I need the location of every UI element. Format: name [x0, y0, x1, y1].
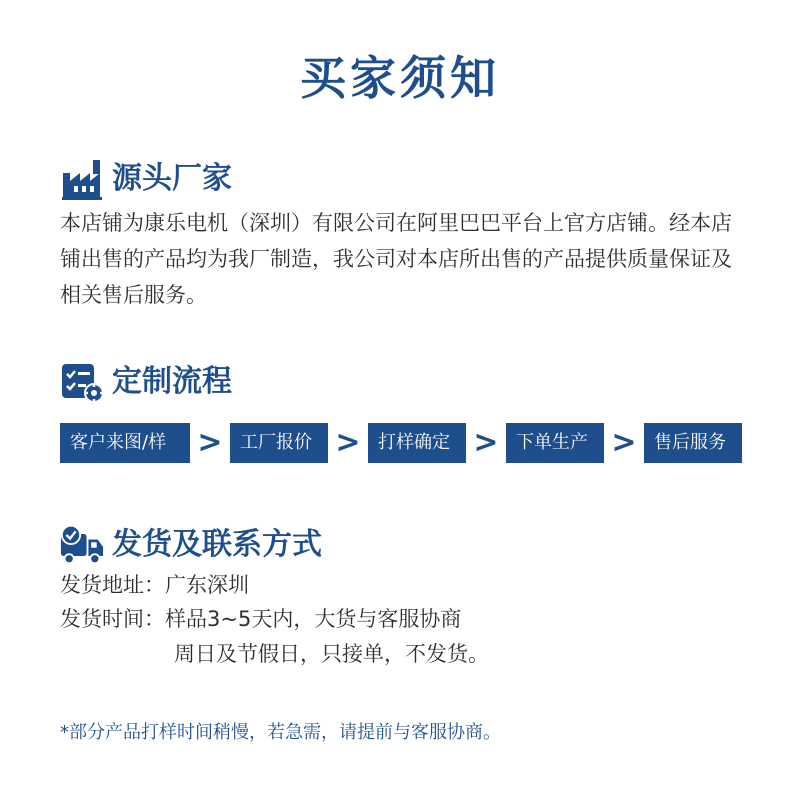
section-shipping-title: 发货及联系方式: [112, 527, 322, 562]
shipping-address-value: 广东深圳: [165, 573, 249, 597]
flow-arrow-1: >: [197, 425, 223, 460]
section-source-factory-header: [60, 157, 232, 201]
page-title: 买家须知: [300, 51, 500, 105]
flow-step-3: 打样确定: [368, 423, 466, 463]
checklist-gear-icon: [60, 360, 104, 404]
flow-arrow-3: >: [473, 425, 499, 460]
shipping-address-row: [60, 567, 249, 603]
shipping-time-label: 发货时间：: [60, 607, 165, 631]
delivery-truck-icon: [60, 523, 104, 567]
section-custom-flow-title: 定制流程: [112, 364, 232, 399]
flow-step-2: 工厂报价: [230, 423, 328, 463]
section-custom-flow-header: [60, 360, 232, 404]
section-source-factory-title: 源头厂家: [112, 161, 232, 196]
section-shipping-header: [60, 523, 322, 567]
flow-step-5: 售后服务: [644, 423, 742, 463]
flow-arrow-2: >: [335, 425, 361, 460]
shipping-time-row: [60, 601, 461, 637]
section-source-factory-body: 本店铺为康乐电机（深圳）有限公司在阿里巴巴平台上官方店铺。经本店铺出售的产品均为我厂制造，我公司对本店所出售的产品提供质量保证及相关售后服务。: [60, 211, 732, 307]
shipping-address-label: 发货地址：: [60, 573, 165, 597]
factory-icon: [60, 157, 104, 201]
shipping-time-value-2: 周日及节假日，只接单，不发货。: [174, 642, 489, 666]
footnote: *部分产品打样时间稍慢，若急需，请提前与客服协商。: [60, 722, 501, 743]
flow-step-1: 客户来图/样: [60, 423, 190, 463]
custom-flow-steps: [60, 423, 742, 463]
shipping-time-value-1: 样品3~5天内，大货与客服协商: [165, 607, 462, 631]
flow-step-4: 下单生产: [506, 423, 604, 463]
flow-arrow-4: >: [611, 425, 637, 460]
